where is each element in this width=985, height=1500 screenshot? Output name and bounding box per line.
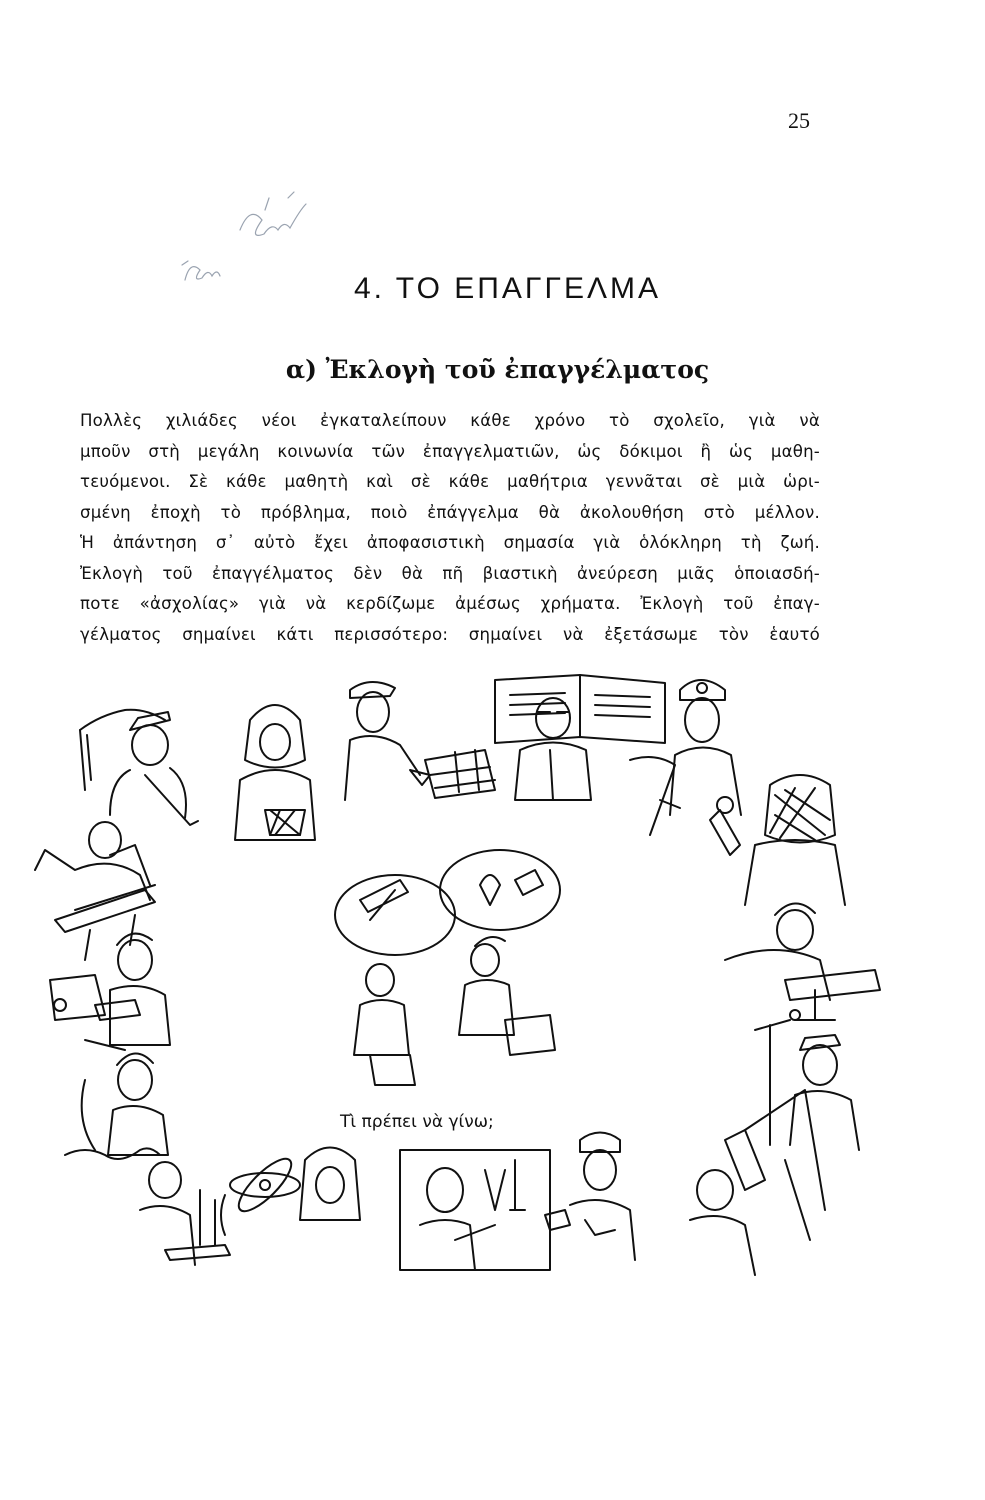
illustration-caption: Τὶ πρέπει νὰ γίνω;: [340, 1112, 494, 1132]
bricklayer-figure: [345, 682, 495, 800]
seamstress-figure: [65, 1053, 168, 1159]
chapter-title: 4. ΤΟ ΕΠΑΓΓΕΛΜΑ: [353, 272, 662, 305]
body-line: ποτε «ἀσχολίας» γιὰ νὰ κερδίζωμε ἀμέσως χρήματα. Ἐκλογὴ τοῦ ἐπαγ-: [80, 594, 820, 613]
nurse-figure: [545, 1133, 635, 1261]
body-line: σμένη ἐποχὴ τὸ πρόβλημα, ποιὸ ἐπάγγελμα θὰ ἀκολουθήση στὸ μέλλον.: [80, 502, 820, 522]
teacher-figure: [495, 675, 665, 800]
typist-figure: [50, 934, 170, 1050]
section-title: α) Ἐκλογὴ τοῦ ἐπαγγέλματος: [285, 355, 710, 384]
body-line: Ἡ ἀπάντηση σ᾽ αὐτὸ ἔχει ἀποφασιστικὴ σημασία γιὰ ὁλόκληρη τὴ ζωή.: [80, 533, 820, 552]
body-line: Ἐκλογὴ τοῦ ἐπαγγέλματος δὲν θὰ πῆ βιαστικὴ ἀνεύρεση μιᾶς ὁποιασδή-: [80, 563, 820, 583]
body-line: τευόμενοι. Σὲ κάθε μαθητὴ καὶ σὲ κάθε μαθήτρια γεννᾶται σὲ μιὰ ὡρι-: [80, 472, 820, 491]
waitress-figure: [140, 1162, 230, 1265]
mechanic-figure: [725, 903, 880, 1020]
engineer-figure: [400, 1150, 550, 1270]
body-paragraph: [80, 406, 820, 650]
page-number: 25: [788, 108, 810, 133]
thinking-children-figure: [335, 850, 560, 1085]
railway-worker-figure: [755, 1010, 859, 1150]
farmer-figure: [80, 710, 198, 825]
body-line: Πολλὲς χιλιάδες νέοι ἐγκαταλείπουν κάθε χρόνο τὸ σχολεῖο, γιὰ νὰ: [80, 411, 820, 430]
draftsman-figure: [690, 1090, 825, 1275]
professions-illustration: [25, 660, 970, 1285]
scientist-figure: [230, 1148, 360, 1221]
body-line: μποῦν στὴ μεγάλη κοινωνία τῶν ἐπαγγελματιῶν, ὡς δόκιμοι ἢ ὡς μαθη-: [80, 441, 820, 461]
beekeeper-figure: [710, 775, 845, 905]
miner-figure: [630, 680, 741, 835]
fisherwoman-figure: [235, 705, 315, 840]
body-line: γέλματος σημαίνει κάτι περισσότερο: σημαίνει νὰ ἐξετάσωμε τὸν ἑαυτό: [80, 624, 820, 644]
